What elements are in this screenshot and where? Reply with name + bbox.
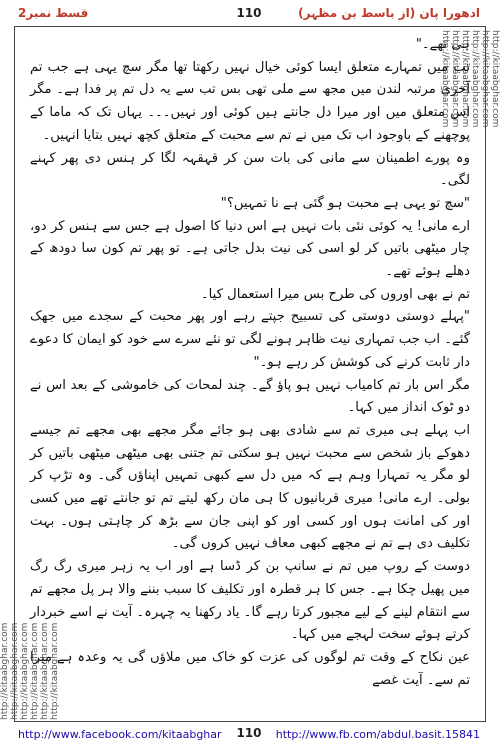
story-paragraph: ہی تھے۔": [415, 37, 470, 52]
watermark-url: http://kitaabghar.com: [460, 30, 470, 128]
facebook-link[interactable]: http://www.facebook.com/kitaabghar: [18, 728, 222, 741]
footer-page-number: 110: [236, 726, 262, 740]
novel-title: ادھورا پان (از باسط بن مظہر): [298, 6, 480, 20]
story-paragraph: "سچ تو یہی ہے محبت ہو گئی ہے نا تمہیں؟": [220, 195, 470, 211]
story-paragraph: "پہلے دوستی دوستی کی تسبیح جپتے رہے اور پھر محبت کے سجدے میں جھک گئے۔ اب جب تمہاری نیت ظاہر ہونے لگی تو نئے سرے سے خود کو ایمان کا دعوے دار ثابت کرنے کی کوشش کر رہے ہو۔": [30, 309, 470, 370]
watermark-url: http://kitaabghar.com: [10, 622, 20, 720]
watermark-url: http://kitaabghar.com: [30, 622, 40, 720]
watermark-url: http://kitaabghar.com: [20, 622, 30, 720]
story-paragraph: مگر اس بار تم کامیاب نہیں ہو پاؤ گے۔ چند لمحات کی خاموشی کے بعد اس نے دو ٹوک انداز میں کہا۔: [30, 377, 470, 416]
story-paragraph: دوست کے روپ میں تم نے سانپ بن کر ڈسا ہے اور اب یہ زہر میری رگ رگ میں پھیل چکا ہے۔ جس کا ہر قطرہ اور تکلیف کا سبب بننے والا ہر پل مجھے تم سے انتقام لینے کے لیے مجبور کرتا رہے گا۔ یاد رکھنا یہ چہرہ۔ آیت نے اسے خبردار کرتے ہوئے سخت لہجے میں کہا۔: [30, 559, 470, 643]
watermark-url: http://kitaabghar.com: [490, 30, 500, 128]
page-header: [18, 6, 480, 24]
story-paragraph: تب میں تمہارے متعلق ایسا کوئی خیال نہیں رکھتا تھا مگر سچ یہی ہے جب تم آخری مرتبہ لندن میں مجھ سے ملی تھی بس تب سے یہ دل تم پر فدا ہے۔ مگر اس متعلق میں اور میرا دل جانتے ہیں کوئی اور نہیں۔۔۔ یہاں تک کہ ماما کے پوچھنے کے باوجود اب تک میں نے تم سے محبت کے متعلق کچھ نہیں بتایا انہیں۔: [30, 59, 470, 143]
episode-label: قسط نمبر2: [18, 6, 89, 20]
left-watermark-column: [0, 30, 60, 720]
facebook-profile-link[interactable]: http://www.fb.com/abdul.basit.15841: [275, 728, 480, 741]
watermark-url: http://kitaabghar.com: [480, 30, 490, 128]
watermark-url: http://kitaabghar.com: [440, 30, 450, 128]
page-footer: [18, 726, 480, 744]
story-paragraph: ارے مانی! یہ کوئی نئی بات نہیں ہے اس دنیا کا اصول ہے جس سے ہنس کر دو، چار میٹھی باتیں کر لو اسی کی نیت بدل جاتی ہے۔ تو پھر تم کون سا دودھ کے دھلے ہوئے تھے۔: [30, 218, 470, 280]
watermark-url: http://kitaabghar.com: [50, 622, 60, 720]
watermark-url: http://kitaabghar.com: [0, 622, 10, 720]
story-paragraph: تم نے بھی اوروں کی طرح بس میرا استعمال کیا۔: [200, 286, 470, 302]
story-paragraph: اب پہلے ہی میری تم سے شادی بھی ہو جائے مگر مجھے بھی مجھے تم جیسے دھوکے باز شخص سے محبت نہیں ہو سکتی تم جتنی بھی میٹھی میٹھی باتیں کر لو مگر یہ تمہارا وہم ہے کہ میں دل سے کبھی تمہیں اپناؤں گی۔ وہ تڑپ کر بولی۔ ارے مانی! میری قربانیوں کا ہی مان رکھ لیتے تم تو جانتے تھے میں کسی اور کی امانت ہوں اور کسی اور کو اپنی جان سے بڑھ کر چاہتی ہوں۔ بہت تکلیف دی ہے تم نے مجھے کبھی معاف نہیں کروں گی۔: [30, 422, 470, 552]
watermark-url: http://kitaabghar.com: [450, 30, 460, 128]
story-paragraph: عین نکاح کے وقت تم لوگوں کی عزت کو خاک میں ملاؤں گی یہ وعدہ ہے میرا تم سے۔ آیت غصے: [30, 649, 470, 688]
header-page-number: 110: [236, 6, 262, 20]
story-paragraph: وہ پورے اطمینان سے مانی کی بات سن کر قہقہہ لگا کر ہنس دی پھر کہنے لگی۔: [30, 150, 470, 189]
watermark-url: http://kitaabghar.com: [40, 622, 50, 720]
watermark-url: http://kitaabghar.com: [470, 30, 480, 128]
story-body: [30, 34, 470, 718]
